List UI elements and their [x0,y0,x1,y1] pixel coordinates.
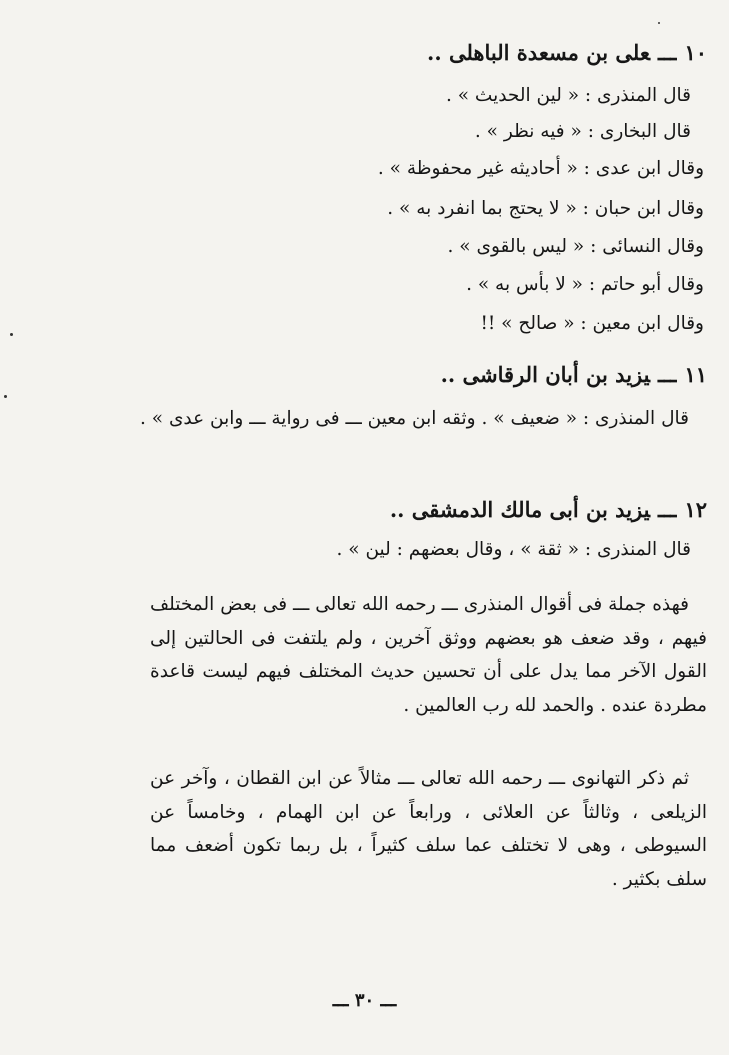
entry-10-line-3: وقال ابن عدى : « أحاديثه غير محفوظة » . [377,158,704,179]
paragraph-1: فهذه جملة فى أقوال المنذرى ـــ رحمه الله تعالى ـــ فى بعض المختلف فيهم ، وقد ضعف هو بعضهم ووثق آخرين ، ولم يلتفت فى الحالتين إلى القول الآخر مما يدل على أن تحسين حديث المختلف فيهم ليست قاعدة مطردة عنده . والحمد لله رب العالمين . [150,594,707,716]
entry-11-heading [441,362,707,388]
entry-11-number: ١١ [684,362,707,387]
entry-10-line-7: وقال ابن معين : « صالح » !! [480,313,704,334]
entry-10-line-1: قال المنذرى : « لين الحديث » . [445,85,691,106]
entry-10-line-5: وقال النسائى : « ليس بالقوى » . [447,236,704,257]
scan-speck [4,395,7,398]
entry-12-title: يزيد بن أبى مالك الدمشقى .. [389,497,650,522]
entry-10-dash: ـــ [657,40,677,65]
entry-12-text: قال المنذرى : « ثقة » ، وقال بعضهم : لين » . [336,539,691,560]
paragraph-2: ثم ذكر التهانوى ـــ رحمه الله تعالى ـــ مثالاً عن ابن القطان ، وآخر عن الزيلعى ، وثالثاً عن العلائى ، ورابعاً عن ابن الهمام ، وخامساً عن السيوطى ، وهى لا تختلف عما سلف كثيراً ، بل ربما تكون أضعف مما سلف بكثير . [150,768,707,890]
entry-12-number: ١٢ [684,497,707,522]
page-number: ـــ ٣٠ ـــ [332,990,397,1011]
entry-10-number: ١٠ [684,40,707,65]
scan-speck [10,333,13,336]
entry-10-heading [427,40,707,66]
entry-11-dash: ـــ [657,362,677,387]
entry-10-line-4: وقال ابن حبان : « لا يحتج بما انفرد به » . [387,198,704,219]
entry-11-text: قال المنذرى : « ضعيف » . وثقه ابن معين ـــ فى رواية ـــ وابن عدى » . [139,408,689,429]
entry-10-line-2: قال البخارى : « فيه نظر » . [474,121,691,142]
entry-10-line-6: وقال أبو حاتم : « لا بأس به » . [466,274,704,295]
entry-10-title: على بن مسعدة الباهلى .. [427,40,650,65]
entry-11-title: يزيد بن أبان الرقاشى .. [440,362,650,387]
scan-speck [658,22,660,24]
entry-12-heading [390,497,707,523]
entry-12-dash: ـــ [657,497,677,522]
